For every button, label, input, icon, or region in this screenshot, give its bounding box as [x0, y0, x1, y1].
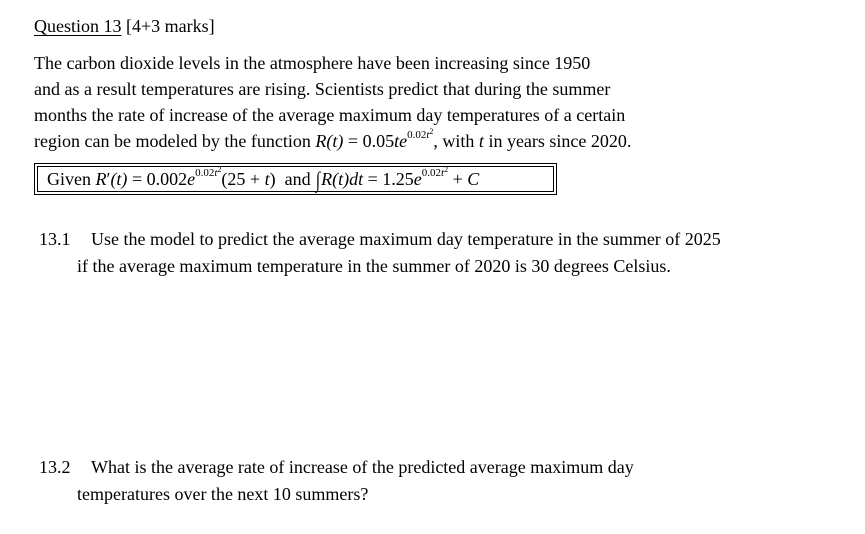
sub-question-line-1: Use the model to predict the average maximum day temperature in the summer of 2025	[91, 229, 721, 249]
question-heading	[34, 15, 215, 37]
given-formulas: Given $R'(t) = 0.002e^{0.02t^2}(25 + t)$ and $\int R(t)dt = 1.25e^{0.02t^2} + C$	[37, 166, 554, 192]
intro-line-3: months the rate of increase of the average maximum day temperatures of a certain	[34, 105, 626, 125]
question-marks: [4+3 marks]	[126, 16, 215, 36]
sub-question-number: 13.2	[39, 457, 71, 477]
intro-line-4-text: region can be modeled by the function	[34, 131, 316, 151]
sub-question-line-2: if the average maximum temperature in the summer of 2020 is 30 degrees Celsius.	[77, 256, 671, 276]
rate-function: $R(t) = 0.05te^{0.02t^2}$	[315, 127, 434, 151]
integral-sign: ∫	[315, 167, 321, 192]
intro-line-1: The carbon dioxide levels in the atmosphere have been increasing since 1950	[34, 53, 591, 73]
sub-question-number: 13.1	[39, 229, 71, 249]
question-number: Question 13	[34, 16, 122, 36]
sub-question-line-2: temperatures over the next 10 summers?	[77, 484, 369, 504]
integral-formula: $\int R(t)dt = 1.25e^{0.02t^2} + C$	[315, 165, 480, 192]
sub-question-line-1: What is the average rate of increase of the predicted average maximum day	[91, 457, 634, 477]
intro-line-2: and as a result temperatures are rising. Scientists predict that during the summer	[34, 79, 611, 99]
derivative-formula: $R'(t) = 0.002e^{0.02t^2}(25 + t)$	[95, 165, 276, 189]
given-box	[34, 163, 557, 195]
question-intro	[34, 50, 734, 154]
sub-question-13-2	[39, 454, 819, 508]
sub-question-13-1	[39, 226, 819, 280]
intro-line-4: region can be modeled by the function $R(t) = 0.05te^{0.02t^2}$, with t in years since 2020.	[34, 127, 632, 151]
